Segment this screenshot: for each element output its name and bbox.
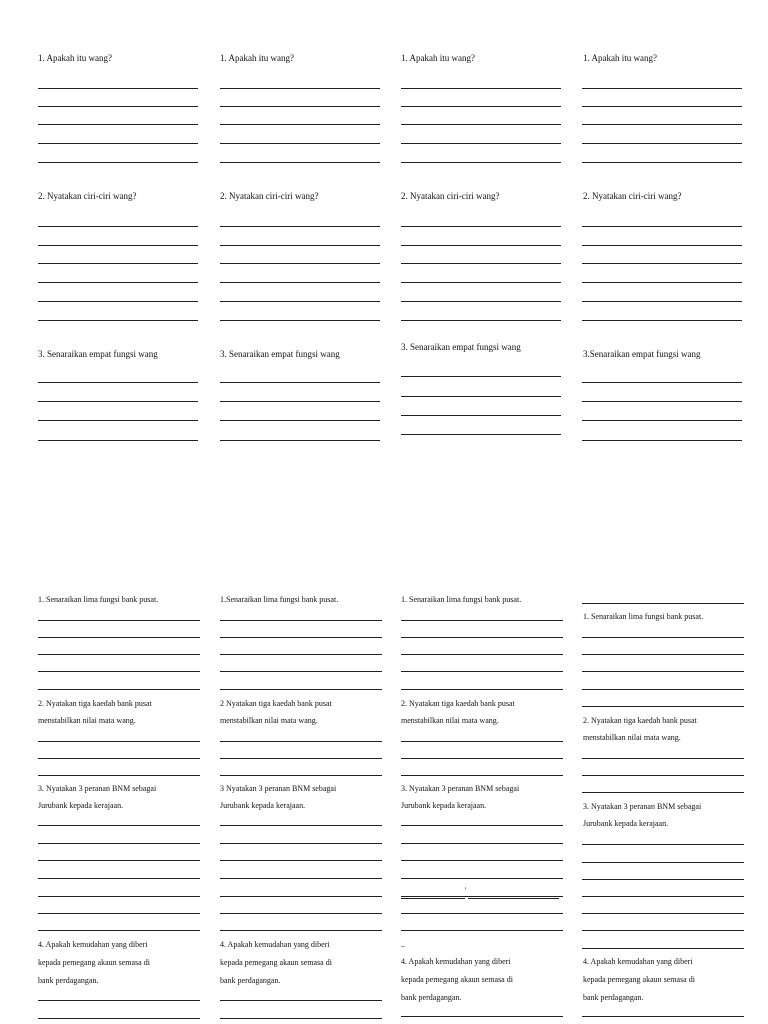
- answer-line: [401, 671, 563, 672]
- answer-line: [38, 654, 200, 655]
- answer-line: [220, 401, 380, 402]
- question-current-account-facility: 4. Apakah kemudahan yang diberi: [220, 940, 330, 949]
- answer-line: [582, 320, 742, 321]
- answer-line: [38, 930, 200, 931]
- answer-line: [38, 143, 198, 144]
- answer-line: [38, 741, 200, 742]
- answer-line: [582, 106, 742, 107]
- question-central-bank-functions: 1. Senaraikan lima fungsi bank pusat.: [583, 612, 704, 621]
- answer-line: [220, 440, 380, 441]
- question-currency-stabilization: 2. Nyatakan tiga kaedah bank pusat: [38, 699, 152, 708]
- answer-line: [220, 382, 380, 383]
- answer-line: [401, 775, 563, 776]
- stray-mark: ': [465, 886, 467, 895]
- answer-line: [38, 440, 198, 441]
- answer-line: [220, 301, 380, 302]
- answer-line: [220, 741, 382, 742]
- answer-line: [582, 263, 742, 264]
- question-current-account-facility: 4. Apakah kemudahan yang diberi: [38, 940, 148, 949]
- answer-line: [38, 860, 200, 861]
- answer-line: [38, 896, 200, 897]
- question-current-account-facility-cont2: bank perdagangan.: [38, 976, 99, 985]
- answer-line: [401, 88, 561, 89]
- answer-line: [38, 88, 198, 89]
- answer-line: [401, 898, 465, 899]
- question-current-account-facility-cont: kepada pemegang akaun semasa di: [220, 958, 332, 967]
- answer-line: [401, 741, 563, 742]
- answer-line: [38, 301, 198, 302]
- answer-line: [38, 263, 198, 264]
- question-current-account-facility-cont: kepada pemegang akaun semasa di: [583, 975, 695, 984]
- answer-line: [38, 1000, 200, 1001]
- question-bnm-role: 3 Nyatakan 3 peranan BNM sebagai: [220, 784, 337, 793]
- answer-line: [401, 143, 561, 144]
- answer-line: [38, 620, 200, 621]
- answer-line: [582, 420, 742, 421]
- question-money-functions: 3. Senaraikan empat fungsi wang: [220, 349, 340, 359]
- answer-line: [220, 420, 380, 421]
- answer-line: [582, 440, 742, 441]
- answer-line: [582, 896, 744, 897]
- question-currency-stabilization-cont: menstabilkan nilai mata wang.: [401, 716, 499, 725]
- answer-line: [38, 1018, 200, 1019]
- question-central-bank-functions: 1. Senaraikan lima fungsi bank pusat.: [401, 595, 522, 604]
- answer-line: [401, 1016, 563, 1017]
- question-bnm-role-cont: Jurubank kepada kerajaan.: [583, 819, 669, 828]
- answer-line: [582, 792, 744, 793]
- answer-line: [38, 282, 198, 283]
- answer-line: [582, 913, 744, 914]
- answer-line: [38, 320, 198, 321]
- answer-line: [220, 1018, 382, 1019]
- question-currency-stabilization: 2. Nyatakan tiga kaedah bank pusat: [401, 699, 515, 708]
- answer-line: [220, 226, 380, 227]
- answer-line: [582, 245, 742, 246]
- answer-line: [582, 88, 742, 89]
- answer-line: [38, 124, 198, 125]
- answer-line: [582, 382, 742, 383]
- answer-line: [401, 930, 563, 931]
- answer-line: [220, 162, 380, 163]
- answer-line: [220, 282, 380, 283]
- answer-line: [401, 860, 563, 861]
- answer-line: [401, 637, 563, 638]
- answer-line: [401, 162, 561, 163]
- answer-line: [220, 758, 382, 759]
- answer-line: [401, 263, 561, 264]
- answer-line: [38, 637, 200, 638]
- answer-line: [38, 758, 200, 759]
- answer-line: [38, 382, 198, 383]
- question-current-account-facility-cont: kepada pemegang akaun semasa di: [401, 975, 513, 984]
- answer-line: [401, 106, 561, 107]
- answer-line: [401, 301, 561, 302]
- answer-line: [220, 637, 382, 638]
- answer-line: [582, 879, 744, 880]
- answer-line: [582, 930, 744, 931]
- answer-line: [582, 637, 744, 638]
- answer-line: [38, 401, 198, 402]
- answer-line: [582, 844, 744, 845]
- answer-line: [220, 245, 380, 246]
- answer-line: [220, 860, 382, 861]
- question-money-characteristics: 2. Nyatakan ciri-ciri wang?: [583, 191, 682, 201]
- answer-line: [38, 106, 198, 107]
- answer-line: [38, 825, 200, 826]
- answer-line: [582, 862, 744, 863]
- answer-line: [582, 226, 742, 227]
- question-money-characteristics: 2. Nyatakan ciri-ciri wang?: [220, 191, 319, 201]
- question-current-account-facility-cont2: bank perdagangan.: [220, 976, 281, 985]
- question-money-functions: 3. Senaraikan empat fungsi wang: [401, 342, 521, 352]
- question-money-functions: 3.Senaraikan empat fungsi wang: [583, 349, 701, 359]
- answer-line: [220, 654, 382, 655]
- question-what-is-money: 1. Apakah itu wang?: [38, 53, 112, 63]
- answer-line: [582, 758, 744, 759]
- answer-line: [38, 843, 200, 844]
- question-money-characteristics: 2. Nyatakan ciri-ciri wang?: [401, 191, 500, 201]
- question-bnm-role-cont: Jurubank kepada kerajaan.: [401, 801, 487, 810]
- question-currency-stabilization-cont: menstabilkan nilai mata wang.: [220, 716, 318, 725]
- answer-line: [220, 620, 382, 621]
- question-currency-stabilization-cont: menstabilkan nilai mata wang.: [38, 716, 136, 725]
- answer-line: [220, 143, 380, 144]
- answer-line: [582, 671, 744, 672]
- question-central-bank-functions: 1. Senaraikan lima fungsi bank pusat.: [38, 595, 159, 604]
- answer-line: [401, 620, 563, 621]
- answer-line: [38, 671, 200, 672]
- answer-line: [401, 320, 561, 321]
- answer-line: [220, 775, 382, 776]
- answer-line: [401, 226, 561, 227]
- answer-line: [582, 706, 744, 707]
- question-money-characteristics: 2. Nyatakan ciri-ciri wang?: [38, 191, 137, 201]
- answer-line: [582, 654, 744, 655]
- answer-line: [582, 143, 742, 144]
- question-current-account-facility-cont2: bank perdagangan.: [583, 993, 644, 1002]
- answer-line: [38, 226, 198, 227]
- answer-line: [401, 376, 561, 377]
- answer-line: [468, 898, 559, 899]
- answer-line: [582, 282, 742, 283]
- answer-line: [38, 420, 198, 421]
- question-currency-stabilization: 2. Nyatakan tiga kaedah bank pusat: [583, 716, 697, 725]
- question-current-account-facility-cont: kepada pemegang akaun semasa di: [38, 958, 150, 967]
- answer-line: [401, 689, 563, 690]
- answer-line: [38, 689, 200, 690]
- question-what-is-money: 1. Apakah itu wang?: [583, 53, 657, 63]
- answer-line: [38, 878, 200, 879]
- answer-line: [582, 124, 742, 125]
- question-bnm-role: 3. Nyatakan 3 peranan BNM sebagai: [38, 784, 157, 793]
- question-currency-stabilization: 2 Nyatakan tiga kaedah bank pusat: [220, 699, 332, 708]
- answer-line: [220, 320, 380, 321]
- answer-line: [401, 878, 563, 879]
- answer-line: [220, 896, 382, 897]
- answer-line: [220, 263, 380, 264]
- answer-line: [220, 124, 380, 125]
- answer-line: [401, 396, 561, 397]
- question-bnm-role-cont: Jurubank kepada kerajaan.: [38, 801, 124, 810]
- answer-line: [38, 775, 200, 776]
- answer-line: [401, 758, 563, 759]
- answer-line: [220, 1000, 382, 1001]
- answer-line: [582, 301, 742, 302]
- answer-line: [401, 843, 563, 844]
- answer-line: [401, 282, 561, 283]
- answer-line: [401, 124, 561, 125]
- question-central-bank-functions: 1.Senaraikan lima fungsi bank pusat.: [220, 595, 339, 604]
- question-bnm-role: 3. Nyatakan 3 peranan BNM sebagai: [583, 802, 702, 811]
- answer-line: [220, 930, 382, 931]
- answer-line: [401, 434, 561, 435]
- answer-line: [38, 913, 200, 914]
- question-what-is-money: 1. Apakah itu wang?: [220, 53, 294, 63]
- answer-line: [401, 825, 563, 826]
- answer-line: [220, 88, 380, 89]
- answer-line: [220, 689, 382, 690]
- answer-line: [220, 843, 382, 844]
- answer-line: [220, 825, 382, 826]
- answer-line: [220, 106, 380, 107]
- answer-line: [220, 913, 382, 914]
- answer-line: [38, 162, 198, 163]
- question-currency-stabilization-cont: menstabilkan nilai mata wang.: [583, 733, 681, 742]
- answer-line: [582, 948, 744, 949]
- answer-line: [401, 415, 561, 416]
- answer-line: [401, 896, 563, 897]
- stray-mark: _: [401, 939, 405, 948]
- answer-line: [582, 162, 742, 163]
- answer-line: [401, 245, 561, 246]
- answer-line: [582, 775, 744, 776]
- question-bnm-role: 3. Nyatakan 3 peranan BNM sebagai: [401, 784, 520, 793]
- answer-line: [38, 245, 198, 246]
- question-current-account-facility: 4. Apakah kemudahan yang diberi: [583, 957, 693, 966]
- question-money-functions: 3. Senaraikan empat fungsi wang: [38, 349, 158, 359]
- answer-line: [582, 689, 744, 690]
- answer-line: [582, 401, 742, 402]
- question-current-account-facility-cont2: bank perdagangan.: [401, 993, 462, 1002]
- answer-line: [220, 878, 382, 879]
- question-what-is-money: 1. Apakah itu wang?: [401, 53, 475, 63]
- answer-line: [582, 603, 744, 604]
- answer-line: [582, 1016, 744, 1017]
- question-current-account-facility: 4. Apakah kemudahan yang diberi: [401, 957, 511, 966]
- answer-line: [220, 671, 382, 672]
- answer-line: [401, 913, 563, 914]
- answer-line: [401, 654, 563, 655]
- question-bnm-role-cont: Jurubank kepada kerajaan.: [220, 801, 306, 810]
